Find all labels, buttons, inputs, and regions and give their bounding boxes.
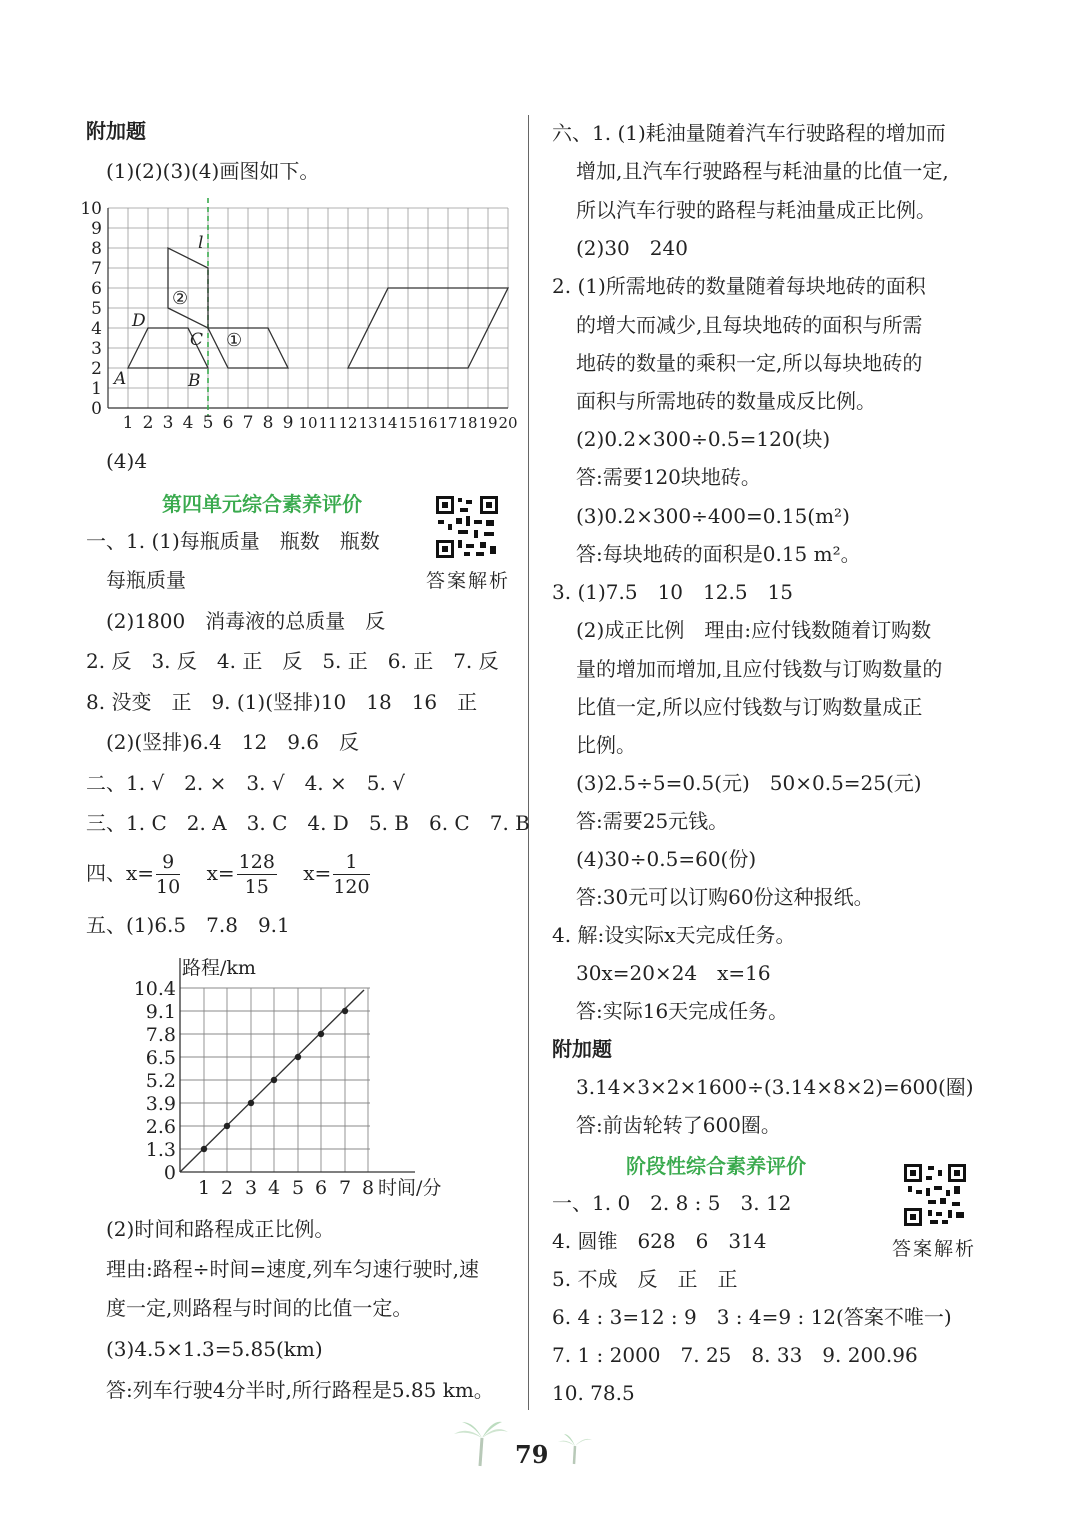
- unit4-q1-8: 8. 没变 正 9. (1)(竖排)10 18 16 正: [86, 690, 478, 714]
- r-q6-2d: 面积与所需地砖的数量成反比例。: [576, 389, 876, 413]
- r-q6-2h: 答:每块地砖的面积是0.15 m²。: [576, 542, 861, 566]
- unit4-q1-1c: (2)1800 消毒液的总质量 反: [106, 609, 386, 633]
- point-6: [318, 1031, 324, 1037]
- chart-y-label: 路程/km: [182, 957, 256, 979]
- r-q6-3b: (2)成正比例 理由:应付钱数随着订购数: [576, 618, 932, 642]
- grid-x-tick: 3: [162, 413, 174, 433]
- grid-x-tick: 20: [498, 414, 518, 432]
- grid-y-tick-labels: [80, 199, 102, 419]
- stage-qr-code[interactable]: [902, 1162, 968, 1228]
- label-circled-1: ①: [226, 330, 243, 351]
- grid-y-tick: 10: [80, 199, 102, 219]
- r-q6-3f: (3)2.5÷5=0.5(元) 50×0.5=25(元): [576, 771, 922, 795]
- grid-y-tick: 8: [91, 239, 102, 259]
- stage-s4: 4. 圆锥 628 6 314: [552, 1229, 767, 1253]
- q4-x2: x=: [206, 861, 235, 885]
- frac2-num: 128: [238, 851, 275, 873]
- grid-x-tick: 2: [142, 413, 154, 433]
- label-B: B: [188, 371, 201, 391]
- point-1: [201, 1146, 207, 1152]
- grid-x-tick: 6: [222, 413, 234, 433]
- grid-y-tick: 6: [91, 279, 102, 299]
- unit4-q1-1b: 每瓶质量: [106, 568, 186, 592]
- point-5: [295, 1054, 301, 1060]
- r-extra-title: 附加题: [552, 1037, 612, 1061]
- r-q6-2f: 答:需要120块地砖。: [576, 465, 761, 489]
- chart-x-tick: 2: [220, 1177, 234, 1199]
- r-q6-1b: 增加,且汽车行驶路程与耗油量的比值一定,: [576, 159, 949, 183]
- unit4-q5-answer: 答:列车行驶4分半时,所行路程是5.85 km。: [106, 1378, 494, 1402]
- ans4-line: (4)4: [106, 449, 148, 473]
- extra-title-left: 附加题: [86, 119, 146, 143]
- grid-x-tick: 19: [478, 414, 498, 432]
- grid-y-tick: 4: [91, 319, 102, 339]
- stage-qr-label: 答案解析: [892, 1238, 977, 1260]
- r-q6-3e: 比例。: [576, 733, 636, 757]
- frac1-num: 9: [156, 850, 180, 875]
- stage-s1: 一、1. 0 2. 8 : 5 3. 12: [552, 1191, 792, 1215]
- extra-draw-line: (1)(2)(3)(4)画图如下。: [106, 159, 320, 183]
- unit4-q1-2: 2. 反 3. 反 4. 正 反 5. 正 6. 正 7. 反: [86, 649, 499, 673]
- r-q6-3d: 比值一定,所以应付钱数与订购数量成正: [576, 695, 923, 719]
- r-q6-2a: 2. (1)所需地砖的数量随着每块地砖的面积: [552, 274, 926, 298]
- grid-x-tick: 13: [358, 414, 378, 432]
- frac3-num: 1: [333, 850, 369, 875]
- grid-figure: [80, 196, 520, 436]
- grid-x-tick: 7: [242, 413, 254, 433]
- grid-y-tick: 1: [91, 379, 102, 399]
- unit4-q4: [86, 846, 372, 900]
- unit4-q5-3: (3)4.5×1.3=5.85(km): [106, 1337, 323, 1361]
- point-7: [342, 1008, 348, 1014]
- grid-y-tick: 3: [91, 339, 102, 359]
- unit4-q1-1a: 一、1. (1)每瓶质量 瓶数 瓶数: [86, 529, 380, 553]
- grid-x-tick: 4: [182, 413, 194, 433]
- stage-title: 阶段性综合素养评价: [626, 1154, 806, 1178]
- r-q6-3a: 3. (1)7.5 10 12.5 15: [552, 580, 794, 604]
- grid-x-tick: 18: [458, 414, 478, 432]
- r-q6-4c: 答:实际16天完成任务。: [576, 999, 789, 1023]
- grid-x-tick-labels: [123, 413, 518, 433]
- r-q6-1c: 所以汽车行驶的路程与耗油量成正比例。: [576, 198, 936, 222]
- grid-x-tick: 14: [378, 414, 398, 432]
- palm-tree-left-icon: [452, 1418, 508, 1468]
- q4-fraction-2: [237, 850, 277, 899]
- chart-y-tick: 6.5: [145, 1047, 176, 1069]
- unit4-qr-label: 答案解析: [426, 570, 511, 592]
- chart-x-label: 时间/分: [378, 1177, 442, 1199]
- label-D: D: [132, 311, 146, 331]
- q4-fraction-1: [156, 850, 180, 899]
- r-q6-4a: 4. 解:设实际x天完成任务。: [552, 923, 796, 947]
- label-l: l: [198, 233, 204, 253]
- grid-x-tick: 11: [318, 414, 338, 432]
- q4-x1: x=: [126, 861, 155, 885]
- chart-x-tick: 3: [244, 1177, 258, 1199]
- grid-x-tick: 9: [282, 413, 294, 433]
- q4-x3: x=: [303, 861, 332, 885]
- chart-y-tick: 9.1: [145, 1001, 176, 1023]
- r-q6-1d: (2)30 240: [576, 236, 688, 260]
- chart-y-tick: 10.4: [133, 978, 176, 1000]
- palm-tree-right-icon: [556, 1432, 592, 1466]
- grid-y-tick: 9: [91, 219, 102, 239]
- chart-x-tick: 4: [267, 1177, 281, 1199]
- q4-fraction-3: [333, 850, 369, 899]
- chart-x-tick: 8: [361, 1177, 375, 1199]
- grid-y-tick: 0: [91, 399, 102, 419]
- chart-y-tick: 2.6: [145, 1116, 176, 1138]
- grid-x-tick: 12: [338, 414, 358, 432]
- grid-x-tick: 5: [202, 413, 214, 433]
- r-extra-2: 答:前齿轮转了600圈。: [576, 1113, 781, 1137]
- unit4-q5-reason2: 度一定,则路程与时间的比值一定。: [106, 1296, 413, 1320]
- chart-x-tick: 6: [314, 1177, 328, 1199]
- label-circled-2: ②: [172, 288, 189, 309]
- distance-time-chart: [120, 948, 480, 1208]
- grid-y-tick: 5: [91, 299, 102, 319]
- r-q6-3g: 答:需要25元钱。: [576, 809, 729, 833]
- point-4: [271, 1077, 277, 1083]
- r-q6-1a: 六、1. (1)耗油量随着汽车行驶路程的增加而: [552, 121, 946, 145]
- chart-x-tick: 5: [291, 1177, 305, 1199]
- r-q6-3h: (4)30÷0.5=60(份): [576, 847, 757, 871]
- unit4-title: 第四单元综合素养评价: [162, 492, 362, 516]
- chart-x-tick: 1: [197, 1177, 211, 1199]
- label-C: C: [190, 330, 204, 350]
- stage-s7: 7. 1 : 2000 7. 25 8. 33 9. 200.96: [552, 1343, 918, 1367]
- point-2: [224, 1123, 230, 1129]
- unit4-q5-reason1: 理由:路程÷时间=速度,列车匀速行驶时,速: [106, 1257, 479, 1281]
- chart-y-tick: 1.3: [145, 1139, 176, 1161]
- r-extra-1: 3.14×3×2×1600÷(3.14×8×2)=600(圈): [576, 1075, 974, 1099]
- q4-prefix: 四、: [86, 861, 126, 885]
- page-number: 79: [515, 1440, 549, 1469]
- unit4-q5-1: 五、(1)6.5 7.8 9.1: [86, 913, 290, 937]
- r-q6-3c: 量的增加而增加,且应付钱数与订购数量的: [576, 657, 943, 681]
- grid-y-tick: 7: [91, 259, 102, 279]
- grid-x-tick: 16: [418, 414, 438, 432]
- frac3-den: 120: [333, 876, 370, 898]
- chart-x-tick: 7: [338, 1177, 352, 1199]
- stage-s5: 5. 不成 反 正 正: [552, 1267, 738, 1291]
- chart-y-tick: 3.9: [145, 1093, 176, 1115]
- stage-s10: 10. 78.5: [552, 1381, 635, 1405]
- label-A: A: [114, 369, 127, 389]
- r-q6-4b: 30x=20×24 x=16: [576, 961, 771, 985]
- chart-y-tick: 7.8: [145, 1024, 176, 1046]
- r-q6-3i: 答:30元可以订购60份这种报纸。: [576, 885, 874, 909]
- unit4-q2: 二、1. √ 2. × 3. √ 4. × 5. √: [86, 771, 405, 795]
- r-q6-2c: 地砖的数量的乘积一定,所以每块地砖的: [576, 351, 923, 375]
- grid-x-tick: 8: [262, 413, 274, 433]
- frac2-den: 15: [244, 876, 269, 898]
- grid-x-tick: 15: [398, 414, 418, 432]
- r-q6-2b: 的增大而减少,且每块地砖的面积与所需: [576, 313, 923, 337]
- grid-x-tick: 17: [438, 414, 458, 432]
- r-q6-2g: (3)0.2×300÷400=0.15(m²): [576, 504, 850, 528]
- unit4-q5-2: (2)时间和路程成正比例。: [106, 1217, 335, 1241]
- unit4-q1-9b: (2)(竖排)6.4 12 9.6 反: [106, 730, 359, 754]
- point-3: [248, 1100, 254, 1106]
- frac1-den: 10: [156, 876, 181, 898]
- grid-x-tick: 10: [298, 414, 318, 432]
- unit4-q3: 三、1. C 2. A 3. C 4. D 5. B 6. C 7. B: [86, 811, 530, 835]
- r-q6-2e: (2)0.2×300÷0.5=120(块): [576, 427, 831, 451]
- grid-x-tick: 1: [122, 413, 134, 433]
- stage-s6: 6. 4 : 3=12 : 9 3 : 4=9 : 12(答案不唯一): [552, 1305, 952, 1329]
- chart-y-tick: 0: [163, 1162, 176, 1184]
- unit4-qr-code[interactable]: [434, 494, 500, 560]
- grid-y-tick: 2: [91, 359, 102, 379]
- chart-y-tick: 5.2: [145, 1070, 176, 1092]
- column-divider: [528, 115, 529, 1410]
